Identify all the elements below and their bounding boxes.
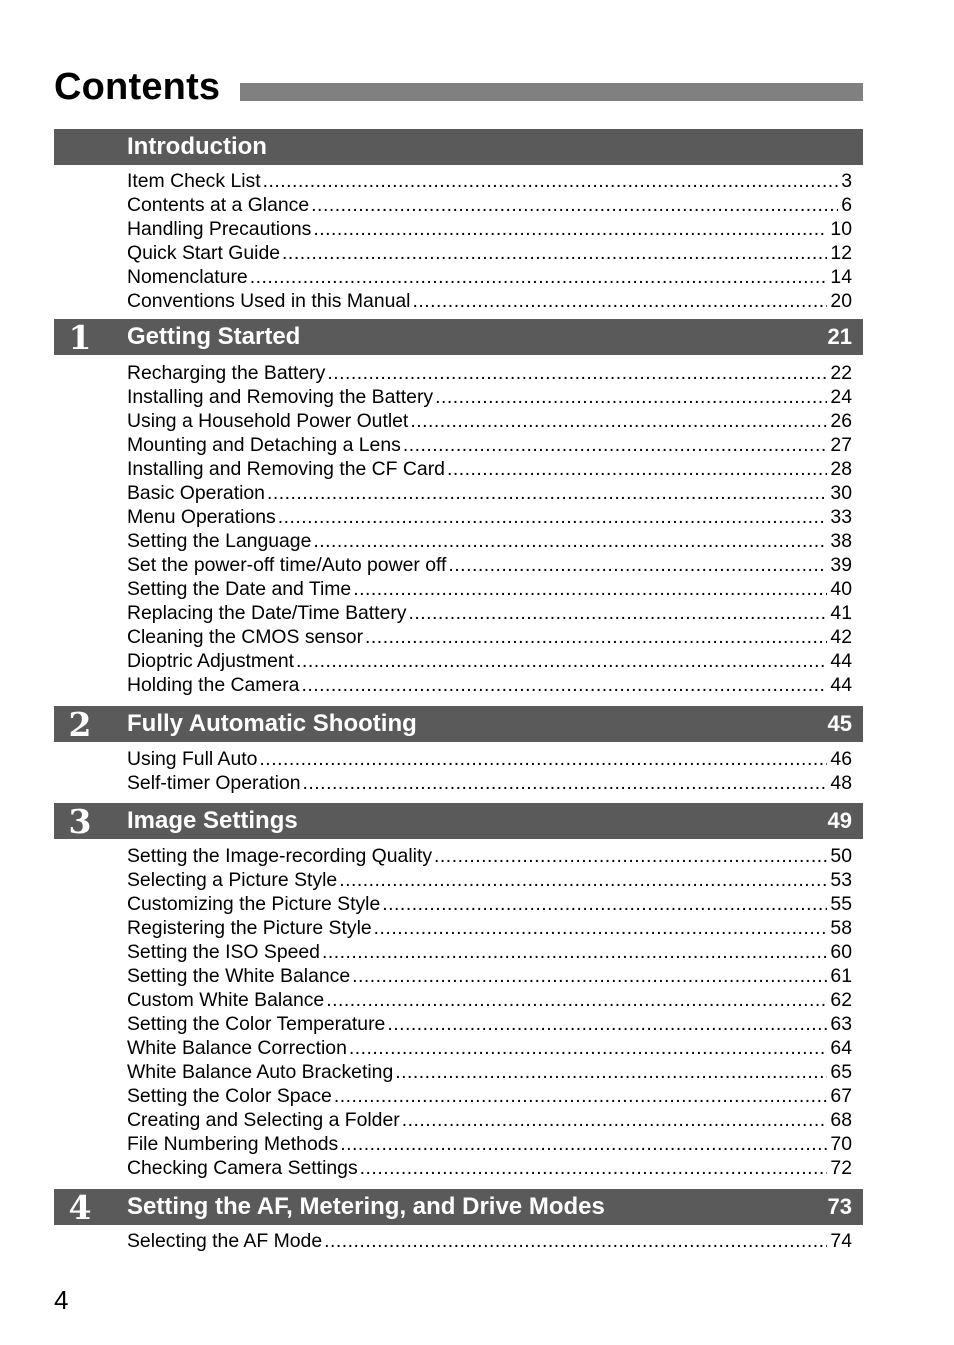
toc-entry[interactable] (127, 1108, 852, 1132)
toc-entry[interactable] (127, 1132, 852, 1156)
toc-entry-page: 46 (827, 747, 852, 771)
dot-leader (322, 940, 827, 964)
toc-entry[interactable] (127, 193, 852, 217)
toc-entry[interactable] (127, 529, 852, 553)
dot-leader (447, 457, 827, 481)
toc-entry[interactable] (127, 505, 852, 529)
toc-entry-page: 68 (827, 1108, 852, 1132)
dot-leader (250, 265, 828, 289)
dot-leader (435, 385, 827, 409)
toc-entry-label: Item Check List (127, 170, 261, 192)
toc-entry[interactable] (127, 625, 852, 649)
title-row (54, 62, 863, 112)
dot-leader (267, 481, 827, 505)
toc-entry[interactable] (127, 1012, 852, 1036)
dot-leader (278, 505, 828, 529)
toc-section (54, 129, 863, 313)
toc-entry-page: 70 (827, 1132, 852, 1156)
toc-entry[interactable] (127, 1084, 852, 1108)
dot-leader (409, 601, 828, 625)
toc-entry[interactable] (127, 385, 852, 409)
dot-leader (360, 1156, 828, 1180)
toc-entry-label: Setting the White Balance (127, 965, 351, 987)
toc-entry-page: 63 (827, 1012, 852, 1036)
toc-entry[interactable] (127, 1036, 852, 1060)
dot-leader (259, 747, 827, 771)
dot-leader (311, 193, 838, 217)
toc-entry-list (54, 361, 863, 697)
toc-entry-page: 58 (827, 916, 852, 940)
toc-entry-list (54, 1229, 863, 1253)
dot-leader (303, 771, 828, 795)
dot-leader (382, 892, 827, 916)
toc-entry[interactable] (127, 577, 852, 601)
dot-leader (448, 553, 827, 577)
toc-entry[interactable] (127, 868, 852, 892)
dot-leader (353, 577, 827, 601)
toc-section (54, 803, 863, 1180)
toc-entry-page: 50 (827, 844, 852, 868)
toc-entry[interactable] (127, 265, 852, 289)
toc-entry[interactable] (127, 1060, 852, 1084)
toc-entry-page: 39 (827, 553, 852, 577)
dot-leader (324, 1229, 827, 1253)
toc-entry-page: 44 (827, 649, 852, 673)
chapter-number: 1 (68, 318, 92, 357)
toc-entry-page: 60 (827, 940, 852, 964)
section-page-number: 21 (827, 324, 852, 349)
toc-entry-list (54, 169, 863, 313)
toc-entry-label: Setting the Language (127, 530, 312, 552)
toc-entry[interactable] (127, 771, 852, 795)
toc-entry-label: Registering the Picture Style (127, 917, 372, 939)
dot-leader (352, 964, 827, 988)
dot-leader (365, 625, 827, 649)
section-header (54, 319, 863, 355)
toc-entry[interactable] (127, 940, 852, 964)
dot-leader (412, 289, 827, 313)
toc-entry-page: 12 (827, 241, 852, 265)
section-title: Setting the AF, Metering, and Drive Modes (127, 1193, 605, 1220)
section-page-number: 49 (827, 808, 852, 833)
dot-leader (339, 868, 827, 892)
toc-entry[interactable] (127, 409, 852, 433)
toc-entry-label: Quick Start Guide (127, 242, 281, 264)
section-title: Introduction (127, 133, 267, 160)
toc-entry-page: 72 (827, 1156, 852, 1180)
toc-entry-label: Setting the Date and Time (127, 578, 352, 600)
toc-entry-label: Setting the ISO Speed (127, 941, 320, 963)
section-title: Getting Started (127, 323, 301, 350)
section-header (54, 129, 863, 165)
toc-entry[interactable] (127, 289, 852, 313)
toc-entry-label: Basic Operation (127, 482, 265, 504)
toc-entry-page: 65 (827, 1060, 852, 1084)
toc-entry-label: Using a Household Power Outlet (127, 410, 409, 432)
toc-entry[interactable] (127, 892, 852, 916)
section-page-number: 45 (827, 711, 852, 736)
toc-entry[interactable] (127, 1229, 852, 1253)
toc-entry-label: Cleaning the CMOS sensor (127, 626, 364, 648)
chapter-number: 4 (68, 1188, 92, 1227)
toc-entry-label: Setting the Color Space (127, 1085, 332, 1107)
toc-entry-label: Contents at a Glance (127, 194, 310, 216)
toc-entry[interactable] (127, 601, 852, 625)
toc-entry-list (54, 747, 863, 795)
toc-entry-label: File Numbering Methods (127, 1133, 339, 1155)
toc-entry[interactable] (127, 649, 852, 673)
toc-entry-label: Checking Camera Settings (127, 1157, 358, 1179)
chapter-number: 2 (68, 705, 92, 744)
chapter-number: 3 (68, 802, 92, 841)
toc-entry[interactable] (127, 1156, 852, 1180)
title-rule (240, 83, 863, 101)
dot-leader (434, 844, 827, 868)
toc-entry-label: Menu Operations (127, 506, 276, 528)
toc-entry-page: 61 (827, 964, 852, 988)
toc-entry-page: 38 (827, 529, 852, 553)
toc-entry-page: 53 (827, 868, 852, 892)
toc-entry-page: 33 (827, 505, 852, 529)
toc-entry-page: 74 (827, 1229, 852, 1253)
dot-leader (410, 409, 827, 433)
toc-entry[interactable] (127, 169, 852, 193)
toc-entry-label: Custom White Balance (127, 989, 325, 1011)
toc-entry[interactable] (127, 916, 852, 940)
toc-entry-label: Selecting a Picture Style (127, 869, 338, 891)
toc-entry[interactable] (127, 481, 852, 505)
toc-entry-label: White Balance Auto Bracketing (127, 1061, 394, 1083)
toc-entry-label: Setting the Image-recording Quality (127, 845, 433, 867)
toc-entry-page: 41 (827, 601, 852, 625)
section-title: Fully Automatic Shooting (127, 710, 417, 737)
toc-section (54, 319, 863, 697)
toc-entry-page: 55 (827, 892, 852, 916)
toc-entry-label: Installing and Removing the Battery (127, 386, 434, 408)
toc-entry-label: Creating and Selecting a Folder (127, 1109, 400, 1131)
toc-entry[interactable] (127, 457, 852, 481)
toc-entry[interactable] (127, 433, 852, 457)
toc-entry-page: 20 (827, 289, 852, 313)
dot-leader (403, 433, 828, 457)
section-header (54, 706, 863, 742)
toc-entry[interactable] (127, 361, 852, 385)
section-header (54, 1189, 863, 1225)
toc-entry-label: Recharging the Battery (127, 362, 326, 384)
toc-entry-page: 67 (827, 1084, 852, 1108)
toc-entry-page: 62 (827, 988, 852, 1012)
toc-entry-label: Setting the Color Temperature (127, 1013, 386, 1035)
dot-leader (374, 916, 828, 940)
page-title: Contents (54, 66, 221, 108)
dot-leader (327, 361, 827, 385)
dot-leader (263, 169, 839, 193)
dot-leader (402, 1108, 828, 1132)
toc-entry-label: Holding the Camera (127, 674, 300, 696)
dot-leader (313, 217, 827, 241)
toc-entry-page: 22 (827, 361, 852, 385)
dot-leader (395, 1060, 827, 1084)
dot-leader (340, 1132, 827, 1156)
toc-entry-label: Selecting the AF Mode (127, 1230, 323, 1252)
toc-entry[interactable] (127, 964, 852, 988)
section-title: Image Settings (127, 807, 298, 834)
toc-entry[interactable] (127, 988, 852, 1012)
toc-entry-label: Self-timer Operation (127, 772, 301, 794)
dot-leader (313, 529, 827, 553)
toc-entry-page: 14 (827, 265, 852, 289)
toc-entry-page: 42 (827, 625, 852, 649)
toc-entry-label: Replacing the Date/Time Battery (127, 602, 407, 624)
toc-section (54, 706, 863, 795)
toc-entry-list (54, 844, 863, 1180)
toc-entry-page: 40 (827, 577, 852, 601)
section-header (54, 803, 863, 839)
toc-entry-page: 44 (827, 673, 852, 697)
dot-leader (282, 241, 827, 265)
section-page-number: 73 (827, 1194, 852, 1219)
toc-entry-page: 26 (827, 409, 852, 433)
toc-entry-label: Set the power-off time/Auto power off (127, 554, 447, 576)
toc-entry-page: 3 (838, 169, 852, 193)
toc-entry-label: Installing and Removing the CF Card (127, 458, 445, 480)
toc-entry-label: Customizing the Picture Style (127, 893, 381, 915)
dot-leader (326, 988, 827, 1012)
toc-entry-page: 30 (827, 481, 852, 505)
toc-entry[interactable] (127, 553, 852, 577)
toc-entry[interactable] (127, 241, 852, 265)
toc-entry-page: 6 (838, 193, 852, 217)
dot-leader (349, 1036, 828, 1060)
page-number: 4 (54, 1285, 69, 1315)
toc-entry-page: 24 (827, 385, 852, 409)
dot-leader (334, 1084, 828, 1108)
toc-entry-label: Mounting and Detaching a Lens (127, 434, 401, 456)
toc-entry[interactable] (127, 673, 852, 697)
toc-entry-label: Conventions Used in this Manual (127, 290, 411, 312)
toc-entry[interactable] (127, 747, 852, 771)
toc-entry-label: Nomenclature (127, 266, 248, 288)
toc-section (54, 1189, 863, 1253)
dot-leader (296, 649, 827, 673)
dot-leader (387, 1012, 827, 1036)
dot-leader (301, 673, 827, 697)
toc-entry-label: Handling Precautions (127, 218, 312, 240)
toc-entry-page: 64 (827, 1036, 852, 1060)
chapter-number (54, 129, 106, 165)
toc-entry-label: Dioptric Adjustment (127, 650, 295, 672)
toc-entry[interactable] (127, 217, 852, 241)
toc-entry-page: 28 (827, 457, 852, 481)
toc-entry-label: White Balance Correction (127, 1037, 347, 1059)
toc-entry-label: Using Full Auto (127, 748, 258, 770)
toc-entry[interactable] (127, 844, 852, 868)
toc-entry-page: 10 (827, 217, 852, 241)
toc-entry-page: 27 (827, 433, 852, 457)
toc-entry-page: 48 (827, 771, 852, 795)
